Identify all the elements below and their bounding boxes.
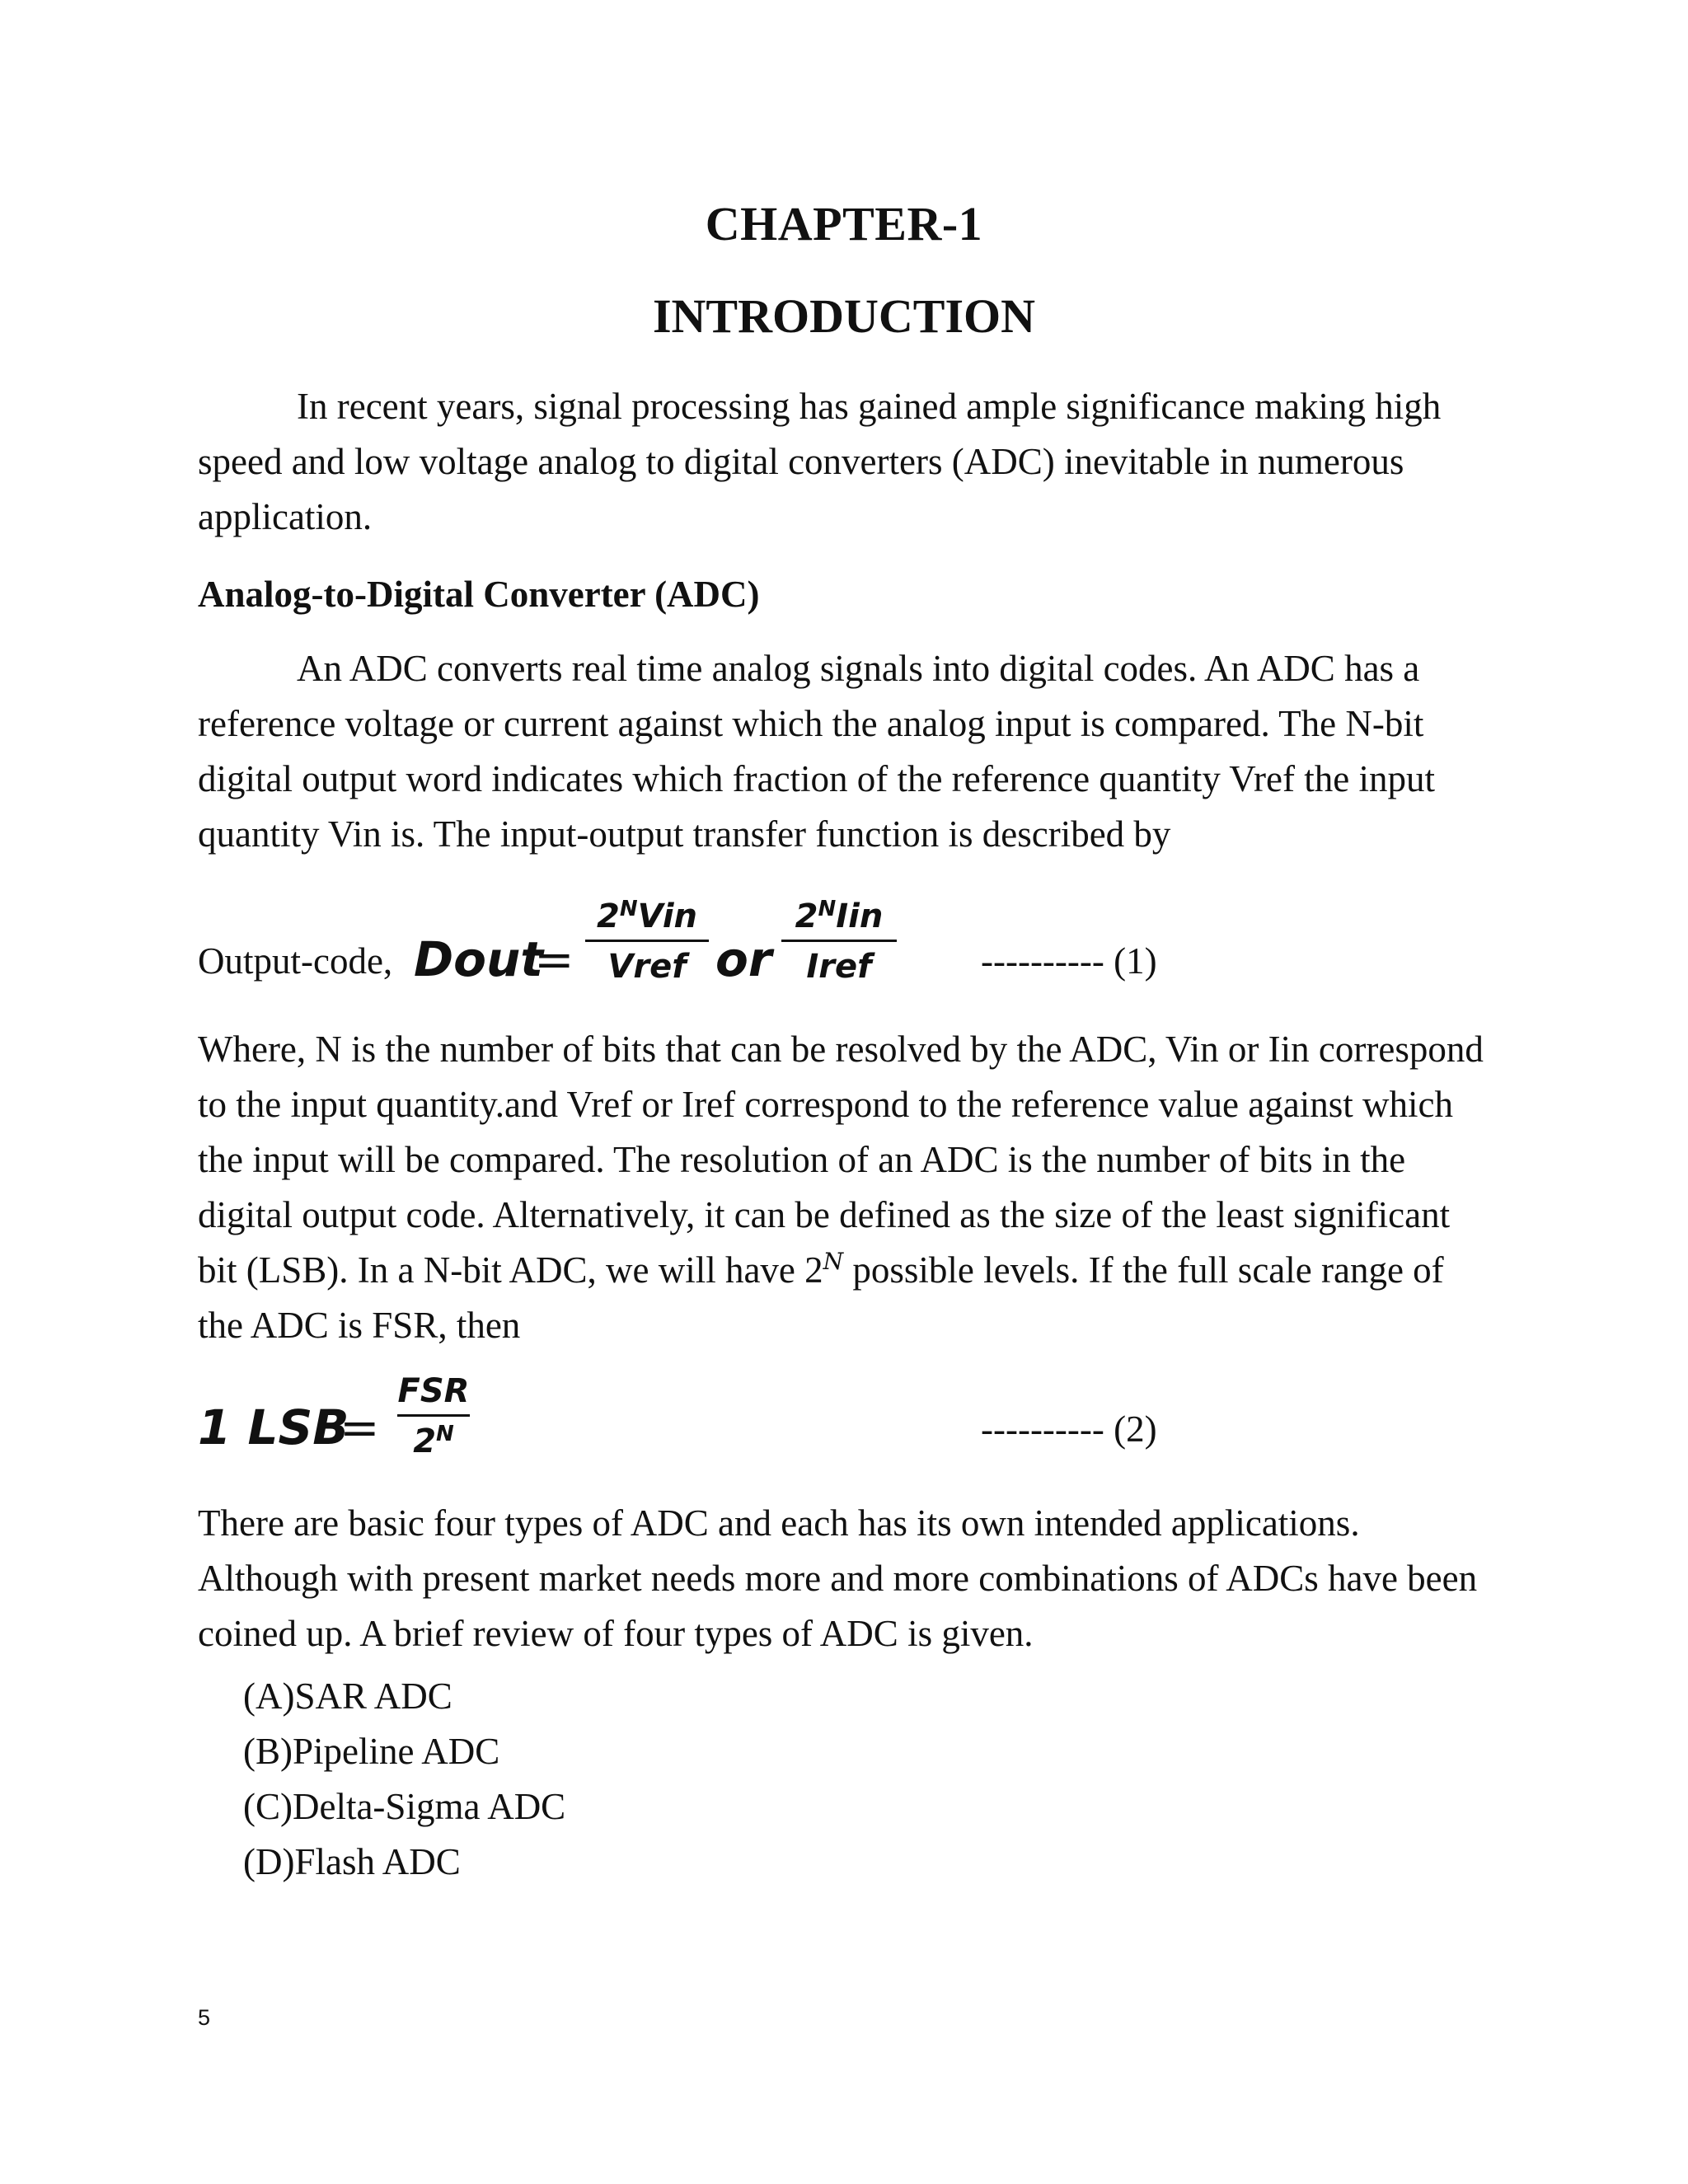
equation-1-label: Output-code, (198, 940, 393, 982)
where-text-end: possible levels. If the full scale range of the ADC is FSR, then (198, 1249, 1444, 1346)
equation-2-numerator: FSR (397, 1372, 470, 1410)
where-text-start: Where, N is the number of bits that can be resolved by the ADC, Vin or Iin correspond to the input quantity.and Vref or Iref correspond to the reference value against which the input will be compared. The resolution of an ADC is the number of bits in the digital output code. Alternatively, it can be defined as the size of the least significant bit (LSB). In a N-bit ADC, we will have (198, 1029, 1484, 1291)
equation-2-bar (397, 1414, 470, 1417)
equation-1-number: ---------- (1) (981, 940, 1157, 982)
equation-2-equals: = (340, 1399, 380, 1455)
adc-paragraph: An ADC converts real time analog signals into digital codes. An ADC has a reference voltage or current against which the analog input is compared. The N-bit digital output word indicates which fraction of the reference quantity Vref the input quantity Vin is. The input-output transfer function is described by (198, 648, 1435, 855)
power-base: 2 (804, 1249, 823, 1291)
list-item: (D)Flash ADC (243, 1841, 461, 1882)
types-paragraph: There are basic four types of ADC and each has its own intended applications. Although with present market needs more and more combinations of ADCs have been coined up. A brief review of four types of ADC is given. (198, 1502, 1478, 1654)
section-heading: Analog-to-Digital Converter (ADC) (198, 574, 760, 615)
intro-paragraph: In recent years, signal processing has gained ample significance making high speed and low voltage analog to digital converters (ADC) inevitable in numerous application. (198, 386, 1442, 537)
list-item: (B)Pipeline ADC (243, 1731, 500, 1772)
adc-types-list (243, 1669, 565, 1890)
power-exponent: N (823, 1248, 844, 1275)
fraction-1-base: 2 (596, 898, 620, 935)
equation-2 (198, 1372, 1484, 1469)
equation-2-fraction (397, 1370, 470, 1463)
equation-2-den-exponent: N (436, 1422, 454, 1446)
where-paragraph (198, 1022, 1484, 1353)
equation-1-equals: = (534, 931, 574, 987)
equation-1-or: or (715, 931, 772, 987)
fraction-2-base: 2 (795, 898, 818, 935)
fraction-1-variable: Vin (637, 898, 698, 935)
page-title: INTRODUCTION (652, 289, 1036, 343)
fraction-2-numerator (781, 895, 897, 938)
equation-1-lhs: Dout (414, 931, 544, 987)
fraction-2-variable: Iin (836, 898, 884, 935)
list-item: (A)SAR ADC (243, 1675, 452, 1717)
fraction-1-denominator: Vref (607, 948, 687, 986)
fraction-1-exponent: N (619, 897, 638, 921)
fraction-2-bar (781, 940, 897, 942)
equation-2-den-base: 2 (413, 1422, 437, 1460)
equation-2-lhs: 1 LSB (198, 1399, 349, 1455)
page-number: 5 (198, 2005, 211, 2030)
equation-2-number: ---------- (2) (981, 1408, 1157, 1450)
fraction-1-bar (585, 940, 709, 942)
equation-1 (198, 895, 1484, 1002)
fraction-2-denominator: Iref (806, 948, 872, 986)
equation-2-denominator (397, 1420, 470, 1463)
power-expression (804, 1249, 843, 1291)
list-item: (C)Delta-Sigma ADC (243, 1786, 566, 1827)
equation-1-fraction-1 (585, 895, 709, 988)
fraction-1-numerator (585, 895, 709, 938)
fraction-2-exponent: N (818, 897, 837, 921)
chapter-heading: CHAPTER-1 (705, 197, 983, 251)
equation-1-fraction-2 (781, 895, 897, 988)
